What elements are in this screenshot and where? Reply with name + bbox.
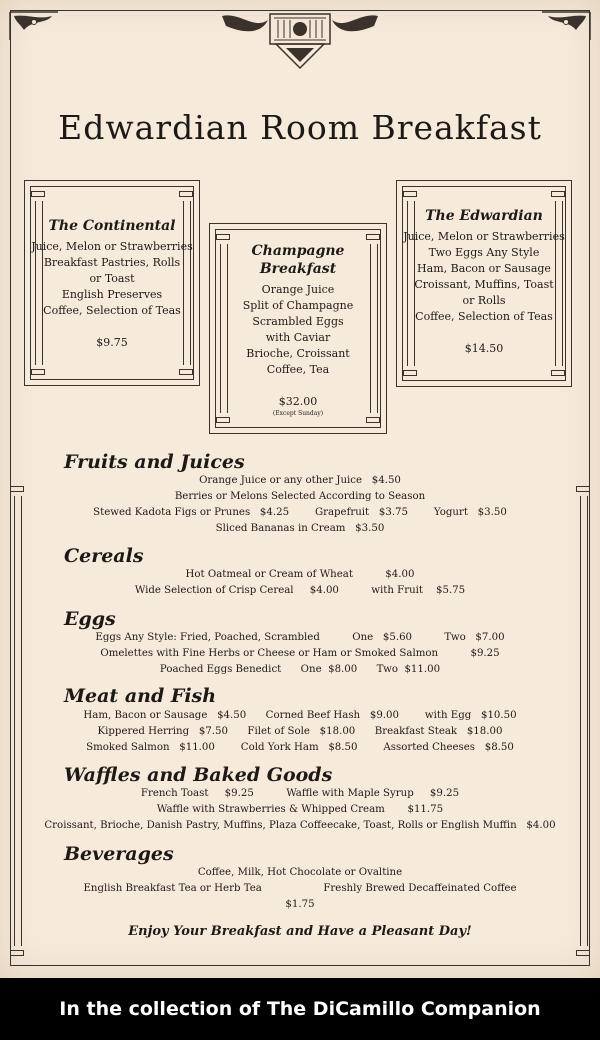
section-heading-fruits: Fruits and Juices: [64, 451, 245, 473]
menu-line: $1.75: [285, 899, 315, 910]
edwardian-content: [397, 207, 571, 357]
edwardian-item: Two Eggs Any Style: [428, 246, 540, 259]
edwardian-item: Ham, Bacon or Sausage: [417, 262, 551, 275]
continental-item: English Preserves: [61, 288, 163, 301]
menu-line: Hot Oatmeal or Cream of Wheat $4.00: [185, 569, 415, 580]
continental-item: Coffee, Selection of Teas: [43, 304, 181, 317]
edwardian-title: The Edwardian: [425, 208, 543, 224]
menu-line: Kippered Herring $7.50 Filet of Sole $18.00 Breakfast Steak $18.00: [97, 726, 503, 737]
edwardian-price: $14.50: [464, 342, 504, 355]
champagne-price: $32.00: [278, 395, 318, 408]
top-center-crest-ornament: [220, 10, 380, 72]
menu-line: Wide Selection of Crisp Cereal $4.00 with Fruit $5.75: [134, 585, 466, 596]
menu-line: Waffle with Strawberries & Whipped Cream $11.75: [156, 804, 444, 815]
edwardian-item: or Rolls: [462, 294, 506, 307]
champagne-box: [209, 223, 387, 434]
section-heading-eggs: Eggs: [64, 608, 116, 630]
champagne-note: (Except Sunday): [272, 410, 324, 417]
section-heading-meat: Meat and Fish: [64, 685, 217, 707]
champagne-title-line-1: Champagne: [251, 243, 345, 259]
menu-line: English Breakfast Tea or Herb Tea Freshly Brewed Decaffeinated Coffee: [83, 883, 517, 894]
menu-line: Omelettes with Fine Herbs or Cheese or Ham or Smoked Salmon $9.25: [100, 648, 500, 659]
section-heading-waffles: Waffles and Baked Goods: [64, 764, 333, 786]
menu-line: Berries or Melons Selected According to Season: [174, 491, 426, 502]
menu-line: Stewed Kadota Figs or Prunes $4.25 Grapefruit $3.75 Yogurt $3.50: [93, 507, 507, 518]
champagne-title-line-2: Breakfast: [259, 261, 337, 277]
menu-title: Edwardian Room Breakfast: [58, 108, 542, 147]
menu-line: Ham, Bacon or Sausage $4.50 Corned Beef Hash $9.00 with Egg $10.50: [83, 710, 517, 721]
top-right-corner-ornament: [540, 10, 592, 44]
section-heading-cereals: Cereals: [64, 545, 144, 567]
continental-content: [25, 217, 199, 351]
champagne-item: Brioche, Croissant: [246, 347, 350, 360]
continental-item: or Toast: [89, 272, 135, 285]
menu-line: Coffee, Milk, Hot Chocolate or Ovaltine: [197, 867, 403, 878]
continental-item: Juice, Melon or Strawberries: [31, 240, 193, 253]
menu-line: Smoked Salmon $11.00 Cold York Ham $8.50 Assorted Cheeses $8.50: [86, 742, 514, 753]
edwardian-item: Croissant, Muffins, Toast: [414, 278, 554, 291]
closing-message: Enjoy Your Breakfast and Have a Pleasant Day!: [128, 924, 472, 939]
continental-box: [24, 180, 200, 386]
champagne-item: Orange Juice: [261, 283, 335, 296]
menu-line: Poached Eggs Benedict One $8.00 Two $11.00: [159, 664, 441, 675]
edwardian-item: Coffee, Selection of Teas: [415, 310, 553, 323]
section-heading-beverages: Beverages: [64, 843, 174, 865]
continental-item: Breakfast Pastries, Rolls: [43, 256, 181, 269]
menu-line: French Toast $9.25 Waffle with Maple Syrup $9.25: [140, 788, 460, 799]
menu-line: Orange Juice or any other Juice $4.50: [199, 475, 401, 486]
champagne-item: Split of Champagne: [242, 299, 354, 312]
champagne-item: Scrambled Eggs: [252, 315, 344, 328]
menu-line: Croissant, Brioche, Danish Pastry, Muffins, Plaza Coffeecake, Toast, Rolls or English Muffin $4.00: [44, 820, 556, 831]
top-left-corner-ornament: [8, 10, 60, 44]
champagne-content: [210, 242, 386, 418]
menu-line: Eggs Any Style: Fried, Poached, Scrambled One $5.60 Two $7.00: [95, 632, 505, 643]
collection-caption: In the collection of The DiCamillo Companion: [0, 978, 600, 1040]
continental-price: $9.75: [96, 336, 128, 349]
champagne-item: with Caviar: [265, 331, 331, 344]
menu-line: Sliced Bananas in Cream $3.50: [215, 523, 385, 534]
champagne-item: Coffee, Tea: [266, 363, 330, 376]
continental-title: The Continental: [48, 218, 176, 234]
edwardian-item: Juice, Melon or Strawberries: [403, 230, 565, 243]
edwardian-box: [396, 180, 572, 387]
